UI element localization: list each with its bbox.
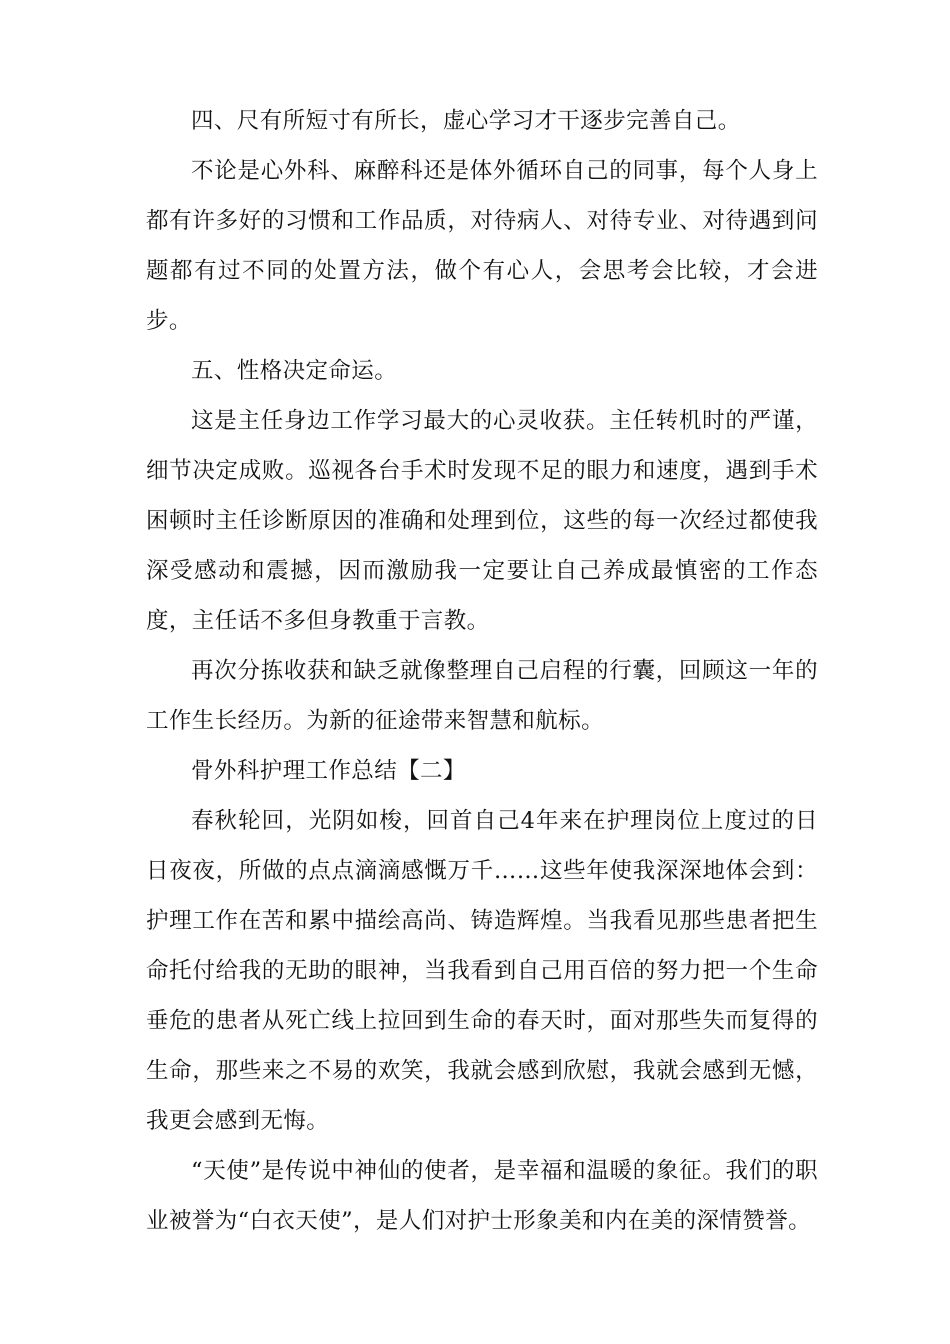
body-paragraph: 春秋轮回，光阴如梭，回首自己4年来在护理岗位上度过的日日夜夜，所做的点点滴滴感慨万千……这些年使我深深地体会到：护理工作在苦和累中描绘高尚、铸造辉煌。当我看见那些患者把生命托付给我的无助的眼神，当我看到自己用百倍的努力把一个生命垂危的患者从死亡线上拉回到生命的春天时，面对那些失而复得的生命，那些来之不易的欢笑，我就会感到欣慰，我就会感到无憾，我更会感到无悔。	[146, 808, 818, 1134]
section-heading-four: 四、尺有所短寸有所长，虚心学习才干逐步完善自己。	[191, 108, 741, 134]
body-paragraph: 再次分拣收获和缺乏就像整理自己启程的行囊，回顾这一年的工作生长经历。为新的征途带来智慧和航标。	[146, 658, 818, 734]
article-title: 骨外科护理工作总结【二】	[191, 758, 466, 784]
document-body	[146, 96, 818, 1246]
section-heading-five: 五、性格决定命运。	[191, 358, 398, 384]
body-paragraph: 这是主任身边工作学习最大的心灵收获。主任转机时的严谨，细节决定成败。巡视各台手术时发现不足的眼力和速度，遇到手术困顿时主任诊断原因的准确和处理到位，这些的每一次经过都使我深受感动和震撼，因而激励我一定要让自己养成最慎密的工作态度，主任话不多但身教重于言教。	[146, 408, 818, 634]
body-paragraph: “天使”是传说中神仙的使者，是幸福和温暖的象征。我们的职业被誉为“白衣天使”，是人们对护士形象美和内在美的深情赞誉。	[146, 1158, 818, 1234]
body-paragraph: 不论是心外科、麻醉科还是体外循环自己的同事，每个人身上都有许多好的习惯和工作品质，对待病人、对待专业、对待遇到问题都有过不同的处置方法，做个有心人，会思考会比较，才会进步。	[146, 158, 818, 334]
